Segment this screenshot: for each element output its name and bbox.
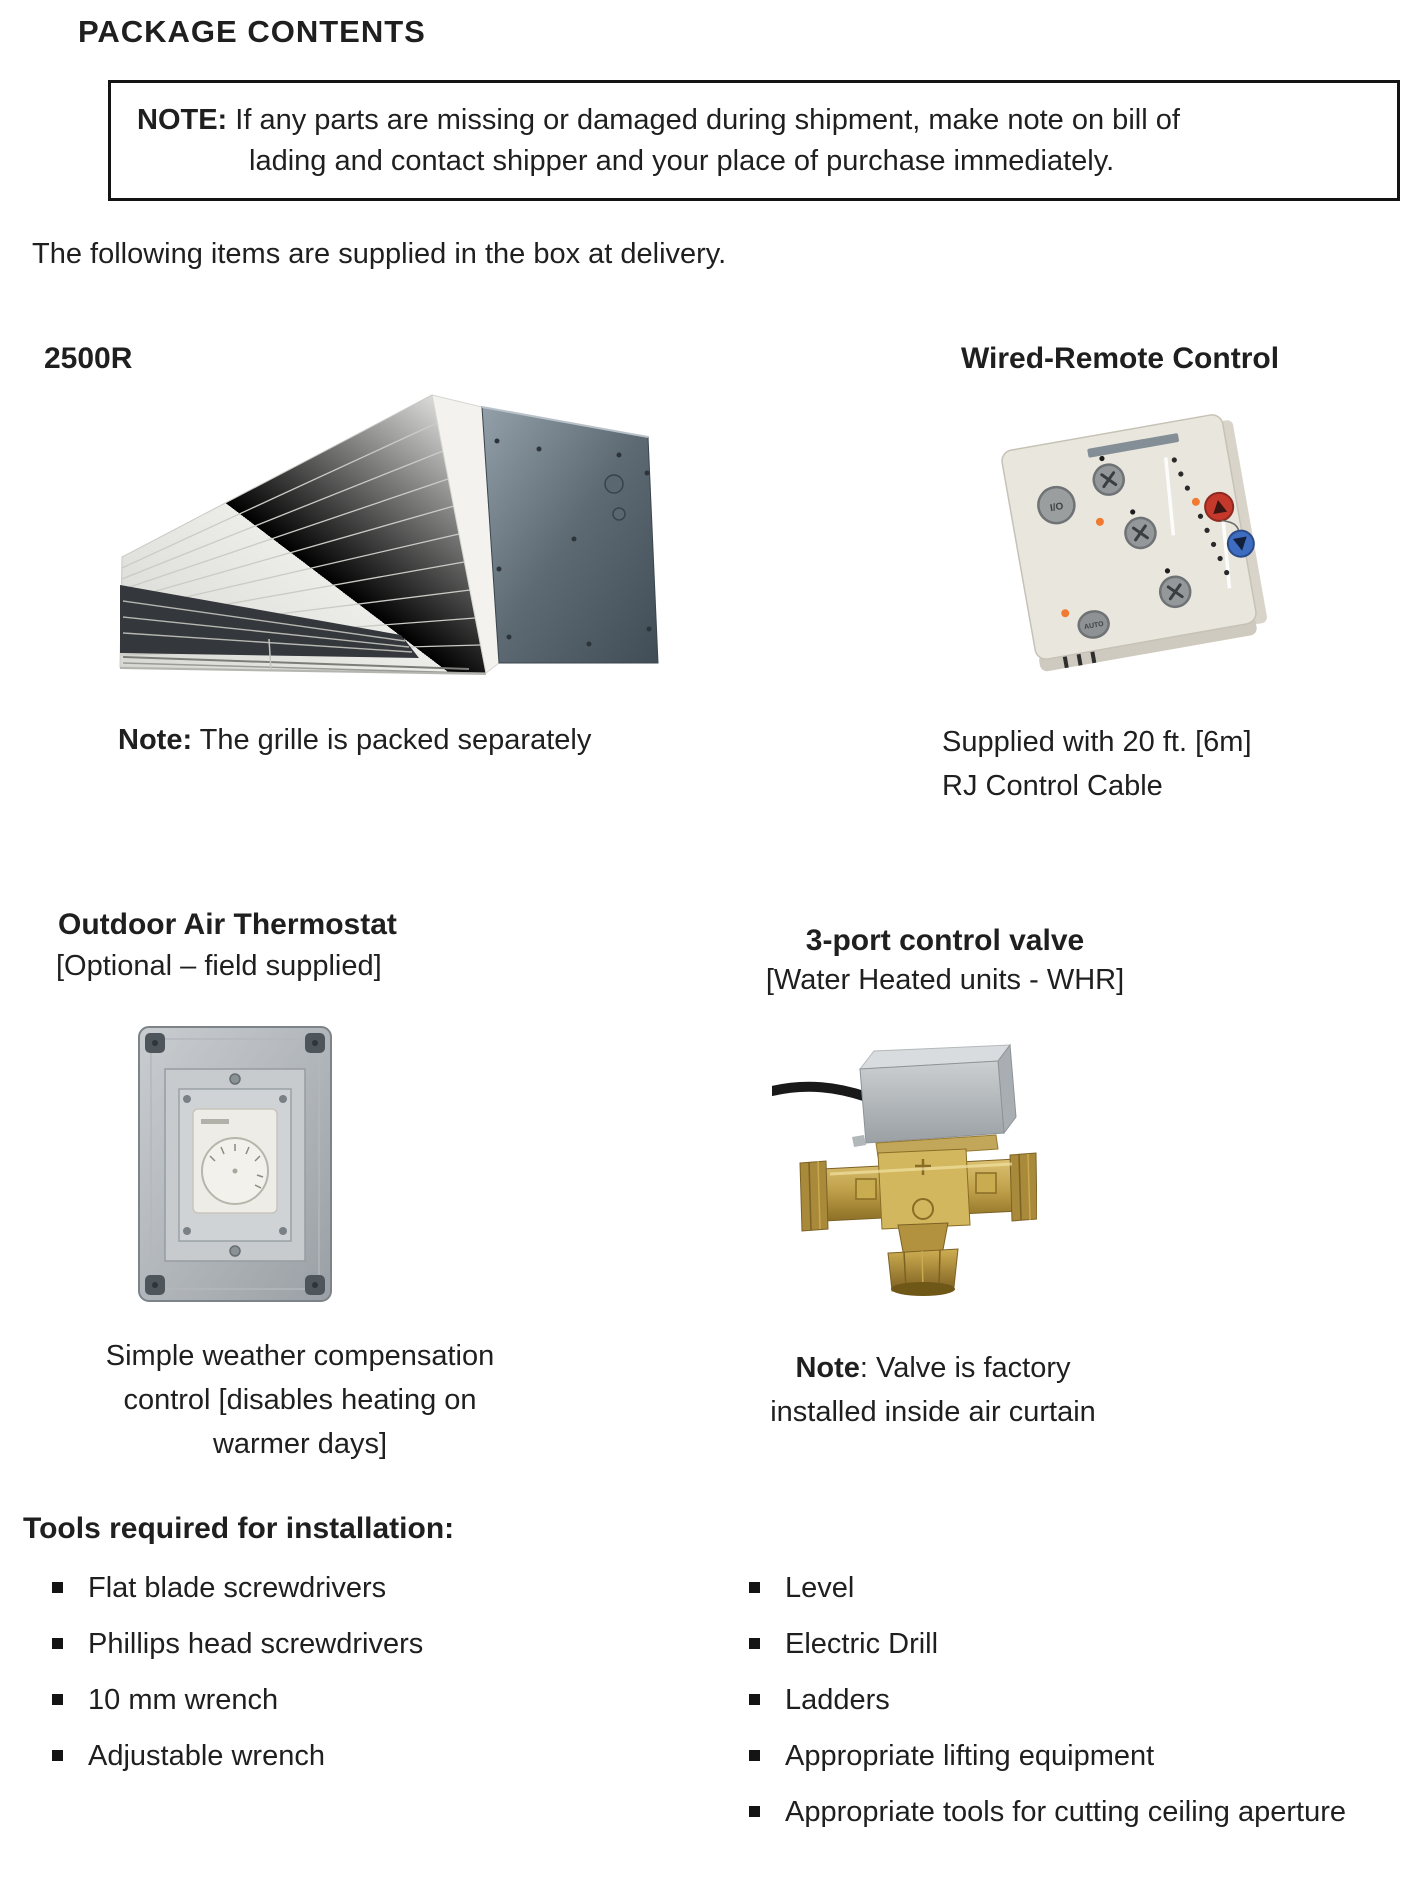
note-label: NOTE: xyxy=(137,104,228,136)
tool-item xyxy=(50,1736,423,1776)
bottom-port xyxy=(891,1282,955,1296)
intro-text: The following items are supplied in the box at delivery. xyxy=(32,238,727,270)
tool-item-label: Appropriate tools for cutting ceiling aperture xyxy=(785,1796,1346,1828)
panel-knockout-large xyxy=(605,475,623,493)
tool-item-label: 10 mm wrench xyxy=(88,1684,279,1716)
thermostat-photo xyxy=(137,1025,333,1303)
tool-item xyxy=(50,1680,423,1720)
tool-item xyxy=(747,1792,1347,1832)
air-curtain-title: 2500R xyxy=(44,342,133,375)
valve-caption-line2: installed inside air curtain xyxy=(770,1396,1096,1428)
remote-body-group xyxy=(1000,411,1269,672)
thermostat-illustration xyxy=(137,1025,333,1303)
steel-end-panel xyxy=(482,407,658,663)
tool-item-label: Flat blade screwdrivers xyxy=(88,1572,387,1604)
air-curtain-note-text: The grille is packed separately xyxy=(192,724,592,756)
shipping-note-line1 xyxy=(137,100,1377,141)
thermostat-caption xyxy=(55,1334,545,1466)
tool-item-label: Phillips head screwdrivers xyxy=(88,1628,424,1660)
bottom-screw xyxy=(230,1246,240,1256)
tool-item xyxy=(747,1568,1347,1608)
remote-title: Wired-Remote Control xyxy=(960,342,1280,375)
thermostat-caption-line: Simple weather compensation xyxy=(105,1340,495,1372)
air-curtain-photo xyxy=(119,389,689,694)
tool-item-label: Electric Drill xyxy=(785,1628,939,1660)
thermostat-caption-line: warmer days] xyxy=(212,1428,388,1460)
brass-valve-body xyxy=(800,1149,1037,1296)
thermostat-brand xyxy=(201,1119,229,1124)
valve-note-label: Note xyxy=(795,1352,860,1384)
tool-item xyxy=(50,1568,423,1608)
air-curtain-caption xyxy=(118,724,591,757)
tools-list-left xyxy=(50,1568,423,1792)
valve-title: 3-port control valve xyxy=(805,924,1085,957)
tool-item-label: Appropriate lifting equipment xyxy=(785,1740,1155,1772)
air-curtain-unit-illustration xyxy=(119,389,689,694)
auto-button-label: AUTO xyxy=(1083,620,1105,632)
valve-note-text: : Valve is factory xyxy=(859,1352,1071,1384)
wired-remote-photo xyxy=(991,405,1274,673)
tool-item xyxy=(747,1624,1347,1664)
thermostat-caption-line: control [disables heating on xyxy=(123,1384,477,1416)
tool-item-label: Adjustable wrench xyxy=(88,1740,325,1772)
page-title: PACKAGE CONTENTS xyxy=(78,14,426,49)
actuator-box xyxy=(852,1045,1016,1147)
tool-item-label: Level xyxy=(785,1572,855,1604)
panel-knockout-small xyxy=(613,508,625,520)
tool-item xyxy=(747,1736,1347,1776)
tools-heading: Tools required for installation: xyxy=(23,1512,455,1545)
valve-photo xyxy=(772,1043,1037,1303)
thermostat-title: Outdoor Air Thermostat xyxy=(58,908,397,941)
remote-caption-line: Supplied with 20 ft. [6m] xyxy=(942,726,1252,758)
valve-caption xyxy=(733,1346,1133,1434)
tool-item xyxy=(747,1680,1347,1720)
valve-illustration xyxy=(772,1043,1037,1303)
valve-qualifier: [Water Heated units - WHR] xyxy=(765,964,1125,996)
tool-item-label: Ladders xyxy=(785,1684,890,1716)
wired-remote-illustration xyxy=(991,405,1274,673)
remote-caption xyxy=(942,720,1252,808)
power-button-label: I/O xyxy=(1049,501,1065,515)
valve-caption-line1 xyxy=(733,1346,1133,1390)
air-curtain-note-label: Note: xyxy=(118,724,193,756)
dial-center xyxy=(233,1169,238,1174)
thermostat-qualifier: [Optional – field supplied] xyxy=(56,950,382,982)
tools-list-right xyxy=(747,1568,1347,1848)
top-screw xyxy=(230,1074,240,1084)
shipping-note-line2: lading and contact shipper and your place of purchase immediately. xyxy=(249,145,1115,177)
tool-item xyxy=(50,1624,423,1664)
note-text1: If any parts are missing or damaged during shipment, make note on bill of xyxy=(227,104,1180,136)
remote-caption-line: RJ Control Cable xyxy=(942,770,1163,802)
shipping-note-box xyxy=(108,80,1400,201)
